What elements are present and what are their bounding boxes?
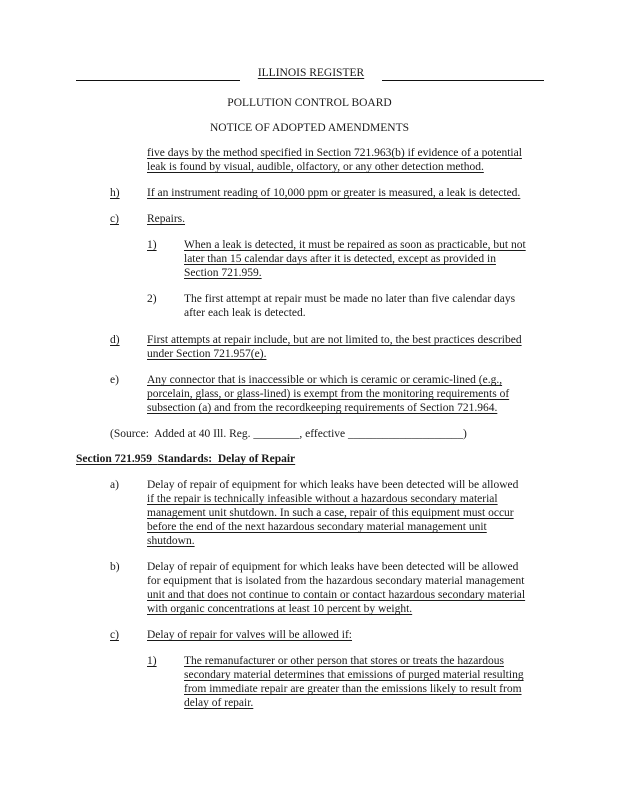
repairs-2-line-2: after each leak is detected. bbox=[184, 307, 306, 319]
item-d-marker: d) bbox=[110, 334, 120, 346]
item-h-marker: h) bbox=[110, 187, 120, 199]
sec-a-marker: a) bbox=[110, 479, 119, 491]
sec-b-line-4: with organic concentrations at least 10 percent by weight. bbox=[147, 603, 413, 615]
source-blank-register: ________ bbox=[253, 428, 300, 440]
section-heading bbox=[76, 452, 295, 466]
sec-a-line-3: management unit shutdown. In such a case, repair of this equipment must occur bbox=[147, 507, 514, 519]
item-e-line-3: subsection (a) and from the recordkeeping requirements of Section 721.964. bbox=[147, 402, 498, 414]
item-e-marker: e) bbox=[110, 374, 119, 386]
source-blank-effective: ____________________ bbox=[348, 428, 464, 440]
sec-c-1-marker: 1) bbox=[147, 655, 157, 667]
sec-c-1-line-2: secondary material determines that emissions of purged material resulting bbox=[184, 669, 524, 681]
source-middle: , effective bbox=[299, 428, 349, 440]
notice-title: NOTICE OF ADOPTED AMENDMENTS bbox=[209, 122, 410, 134]
sec-a-line-4: before the end of the next hazardous secondary material management unit bbox=[147, 521, 487, 533]
sec-c-1-line-3: from immediate repair are greater than the emissions likely to result from bbox=[184, 683, 522, 695]
header-rule-left bbox=[76, 80, 240, 81]
source-suffix: ) bbox=[463, 428, 467, 440]
sec-c-marker: c) bbox=[110, 629, 119, 641]
repairs-1-line-2: later than 15 calendar days after it is detected, except as provided in bbox=[184, 253, 496, 265]
sec-b-line-2: for equipment that is isolated from the hazardous secondary material management bbox=[147, 575, 525, 587]
repairs-2-line-1: The first attempt at repair must be made no later than five calendar days bbox=[184, 293, 516, 305]
sec-b-line-1: Delay of repair of equipment for which leaks have been detected will be allowed bbox=[147, 561, 519, 573]
sec-a-line-2: if the repair is technically infeasible without a hazardous secondary material bbox=[147, 493, 498, 505]
item-d-line-2: under Section 721.957(e). bbox=[147, 348, 267, 360]
source-note bbox=[110, 427, 467, 441]
register-title bbox=[240, 66, 382, 80]
section-number: Section 721.959 bbox=[76, 453, 153, 465]
repairs-1-marker: 1) bbox=[147, 239, 157, 251]
item-d-line-1: First attempts at repair include, but are not limited to, the best practices described bbox=[147, 334, 522, 346]
register-title-text: ILLINOIS REGISTER bbox=[257, 67, 365, 79]
item-c-repairs-text: Repairs. bbox=[147, 213, 186, 225]
continuation-line-1: five days by the method specified in Section 721.963(b) if evidence of a potential bbox=[147, 147, 522, 159]
repairs-2-marker: 2) bbox=[147, 293, 157, 305]
sec-c-text: Delay of repair for valves will be allowed if: bbox=[147, 629, 353, 641]
repairs-1-line-3: Section 721.959. bbox=[184, 267, 262, 279]
item-c-repairs-marker: c) bbox=[110, 213, 119, 225]
sec-b-marker: b) bbox=[110, 561, 120, 573]
sec-c-1-line-1: The remanufacturer or other person that stores or treats the hazardous bbox=[184, 655, 504, 667]
source-prefix: (Source: Added at 40 Ill. Reg. bbox=[110, 428, 254, 440]
sec-b-line-3: unit and that does not continue to contain or contact hazardous secondary material bbox=[147, 589, 526, 601]
header-rule-right bbox=[382, 80, 544, 81]
sec-a-line-5: shutdown. bbox=[147, 535, 195, 547]
repairs-1-line-1: When a leak is detected, it must be repaired as soon as practicable, but not bbox=[184, 239, 526, 251]
continuation-line-2: leak is found by visual, audible, olfactory, or any other detection method. bbox=[147, 161, 484, 173]
section-title: Standards: Delay of Repair bbox=[157, 453, 296, 465]
board-title: POLLUTION CONTROL BOARD bbox=[227, 97, 392, 109]
item-e-line-1: Any connector that is inaccessible or which is ceramic or ceramic-lined (e.g., bbox=[147, 374, 503, 386]
sec-a-line-1: Delay of repair of equipment for which leaks have been detected will be allowed bbox=[147, 479, 519, 491]
sec-c-1-line-4: delay of repair. bbox=[184, 697, 254, 709]
item-h-text: If an instrument reading of 10,000 ppm or greater is measured, a leak is detected. bbox=[147, 187, 521, 199]
item-e-line-2: porcelain, glass, or glass-lined) is exempt from the monitoring requirements of bbox=[147, 388, 510, 400]
